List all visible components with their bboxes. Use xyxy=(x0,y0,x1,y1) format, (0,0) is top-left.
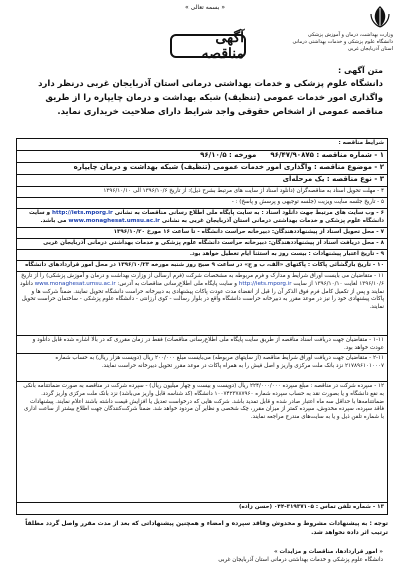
ministry-line: استان آذربایجان غربی xyxy=(347,46,393,52)
row-text: دانلود نمایند و پس از تکمیل کامل فرم فوق الذکر آن را قبل از انقضاء مدت عودت پاکات پیشنهادی به دبیرخانه حراست دانشگاه تحویل نمایند. ضمناً شرکت ها و پاکات پیشنهادی خود را نیز در موعد مقرر به دبیرخانه حراست دانشگاه واقع در بلوار رسالت - کوی ارزانتی - دانشگاه علوم پزشکی - ساختمان حراست تحویل نمایند. xyxy=(19,280,384,311)
top-label: « بسمه تعالی » xyxy=(185,4,225,11)
row-text: ۱ - شماره مناقصه : ۹۶/۴۷/۹۰۸۷۵ xyxy=(270,151,384,159)
table-row: ۸ - محل دریافت اسناد از پیشنهاددهندگان: دبیرخانه حراست دانشگاه علوم پزشکی و خدمات بهداشتی درمانی آذربایجان غربی xyxy=(17,239,387,250)
table-row: ۲-۱۱ - متقاضیان جهت دریافت اوراق شرایط مناقصه (از سایتهای مربوطه) می‌بایست مبلغ ۲۰۰/۰۰۰ ریال (دویست هزار ریال) به حساب شماره ۲۱۷۸۹۶۱۰۱۰۰۰۷ نزد بانک ملت مرکزی واریز و اصل فیش را به همراه پاکات در موعد مقرر تحویل دبیرخانه حراست نمایند. xyxy=(17,354,387,382)
table-header: شرایط مناقصه : xyxy=(17,139,387,151)
row-text: ۱۱ - متقاضیان می بایست اوراق شرایط و مدارک و فرم مربوطه به مشخصات شرکت (فرم ارسالی از وزارت بهداشت و درمان و آموزش پزشکی) را از تاریخ ۱۳۹۶/۱۰/۶ لغایت ۱۳۹۶/۱۰/۱۰ از سایت xyxy=(21,273,384,287)
footer-org: دانشگاه علوم پزشکی و خدمات بهداشتی درمانی استان آذربایجان غربی xyxy=(218,557,383,563)
row-text: می باشد. xyxy=(40,217,67,224)
row-text: و سایت دانشگاه علوم پزشکی و خدمات بهداشتی درمانی استان آذربایجان غربی به نشانی xyxy=(29,210,384,224)
table-row: ۳ - نوع مناقصه : یک مرحله‌ای xyxy=(17,175,387,187)
page-title-text: آگهی مناقصه xyxy=(201,30,244,62)
warning-note: توجه : به پیشنهادات مشروط و مخدوش وفاقد سپرده و امضاء و همچنین پیشنهاداتی که بعد از مدت مقرر واصل گردد مطلقاً ترتیب اثر داده نخواهد شد. xyxy=(25,520,388,536)
iets-link[interactable]: http://iets.mporg.ir xyxy=(238,280,292,287)
table-row: ۱۳ - شماره تلفن تماس : ۳۱۹۳۷۱۰۵-۰۴۴ (حسن زاده) xyxy=(238,504,384,510)
table-row xyxy=(17,209,387,228)
intro-section xyxy=(18,66,383,119)
ministry-emblem-icon xyxy=(367,4,393,30)
row-date: مورخه : ۹۶/۱۰/۵ xyxy=(200,151,257,159)
page-title xyxy=(170,30,246,62)
iets-link[interactable]: http://iets.mporg.ir xyxy=(52,210,113,216)
table-row: ۷ - محل تحویل اسناد از پیشنهاددهندگان: دبیرخانه حراست دانشگاه - تا ساعت ۱۶ مورخ ۱۳۹۶/۱۰/۲۰ xyxy=(17,228,387,239)
footer-dept: « امور قراردادها، مناقصات و مزایدات » xyxy=(273,549,383,555)
monaghesat-link[interactable]: www.monaghesat.umsu.ac.ir xyxy=(68,217,160,224)
table-row: ۲ - موضوع مناقصه : واگذاری امور خدمات عمومی (تنظیف) شبکه بهداشت و درمان چایپاره xyxy=(17,163,387,175)
intro-body: دانشگاه علوم پزشکی و خدمات بهداشتی درمانی استان آذربایجان غربی درنظر دارد واگذاری امور خدمات عمومی (تنظیف) شبکه بهداشت و درمان چایپاره را از طریق مناقصه عمومی از اشخاص حقوقی واجد شرایط دارای صلاحیت خریداری نماید. xyxy=(38,79,383,117)
conditions-table xyxy=(16,138,388,515)
intro-heading: متن آگهی : xyxy=(338,66,383,75)
monaghesat-link[interactable]: www.monaghesat.umsu.ac.ir xyxy=(34,280,116,287)
table-row: ۹ - تاریخ اعتبار پیشنهادات : بیست روز به استثنا ایام تعطیل خواهد بود. xyxy=(17,250,387,261)
table-row: ۱۲ - سپرده شرکت در مناقصه : مبلغ سپرده ۲۲۴/۰۰۰/۰۰۰ ریال (دویست و بیست و چهار میلیون ریال) - سپرده شرکت در مناقصه به صورت ضمانتنامه بانکی به نفع دانشگاه و یا بصورت نقد به حساب سپرده شماره ۱۰۰۷۴۲۳۷۸۷۹۶۰ دانشگاه (کد شناسه قابل واریز می‌باشد) نزد بانک ملت مرکزی واریز گردد. ضمانتنامه‌ها با حداقل سه ماه اعتبار صادر شده و قابل تمدید باشد. شرکت هایی که درخواست تعدیل یا افزایش قیمت داشته باشند اعلام نمایند. پیشنهادات فاقد سپرده، سپرده مخدوش، سپرده کمتر از میزان مقرر، چک شخصی و نظایر آن مردود خواهد شد. ضمناً شرکت‌کنندگان جهت اطلاع بیشتر از ساعت اداری با شماره تلفن ذیل و یا به سایت‌های مندرج مراجعه نمایند. xyxy=(17,382,387,503)
table-row: ۴ - مهلت تحویل اسناد به مناقصه‌گران (دانلود اسناد از سایت های مرتبط بشرح ذیل): از تاریخ ۱۳۹۶/۱۰/۶ الی ۱۳۹۶/۱۰/۱۰ xyxy=(17,187,387,198)
table-row: ۵ - تاریخ جلسه سایت ویزیت (جلسه توجیهی و پرسش و پاسخ) : - xyxy=(17,198,387,209)
ministry-line: وزارت بهداشت، درمان و آموزش پزشکی xyxy=(307,32,393,38)
table-row xyxy=(17,151,387,163)
table-row: ۱۰ - تاریخ بازگشائی پاکات : پاکتهای «الف، ب و ج» در ساعت ۹ صبح روز شنبه مورخه ۱۳۹۶/۱۰/۲۳ در محل امور قراردادهای دانشگاه xyxy=(17,261,387,272)
table-row xyxy=(17,272,387,336)
ministry-line: دانشگاه علوم پزشکی و خدمات بهداشتی درمانی xyxy=(292,39,393,45)
ministry-block xyxy=(263,32,393,53)
table-row: ۱-۱۱ - متقاضیان جهت دریافت اسناد مناقصه از طریق سایت پایگاه ملی اطلاع‌رسانی مناقصات) فقط در زمان مقرری که در بالا اشاره شده قابل دانلود و عودت خواهد بود. xyxy=(17,336,387,354)
row-text: ۶ - وب سایت های مرتبط جهت دانلود اسناد : به سایت پایگاه ملی اطلاع رسانی مناقصات به نشانی xyxy=(114,210,384,216)
footer-signature xyxy=(183,548,383,564)
row-text: و سایت پایگاه ملی اطلاع‌رسانی مناقصات به آدرس: xyxy=(117,280,237,287)
